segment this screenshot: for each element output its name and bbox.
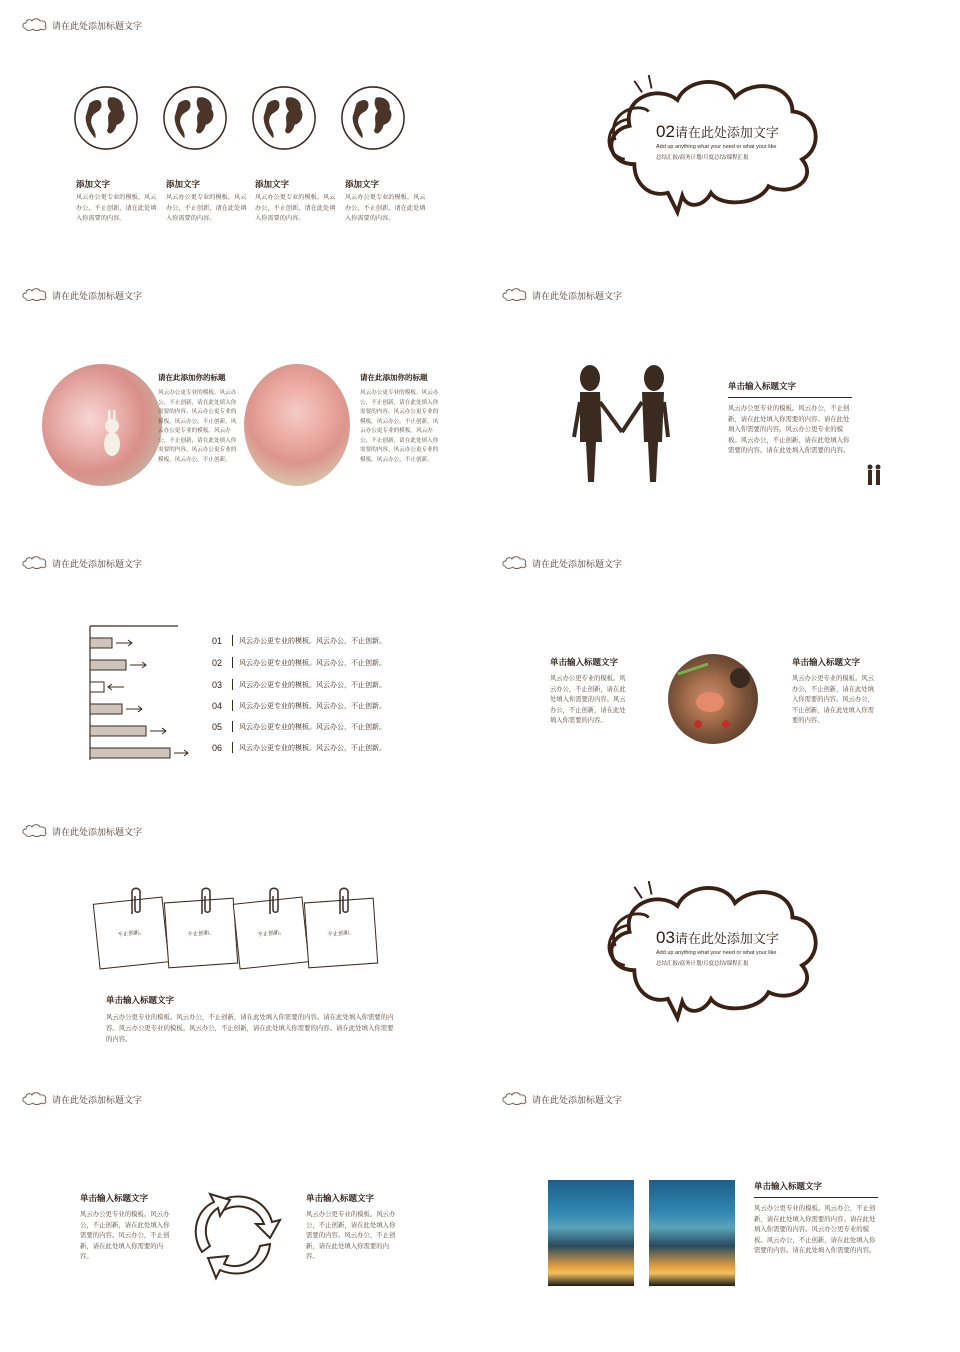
block-text: 风云办公更专业的模板。风云办公，不止创新，请在此处填入你需要的内容。风云办公，不止创新，请在此处填入你需要的内容。 bbox=[550, 675, 626, 724]
section-heading bbox=[656, 122, 779, 161]
slide-9 bbox=[0, 1074, 470, 1336]
section-number: 02 bbox=[656, 122, 675, 141]
header-label: 请在此处添加标题文字 bbox=[52, 558, 143, 569]
slide-1 bbox=[0, 0, 470, 262]
flower-caption bbox=[360, 372, 442, 465]
section-number: 03 bbox=[656, 928, 675, 947]
caption-title: 请在此添加你的标题 bbox=[158, 373, 226, 382]
caption-title: 请在此添加你的标题 bbox=[360, 373, 428, 382]
paperclip-icon bbox=[266, 886, 280, 916]
header-label: 请在此处添加标题文字 bbox=[532, 1094, 623, 1105]
text-block bbox=[754, 1180, 878, 1257]
globe-caption bbox=[345, 178, 427, 225]
globe-icon bbox=[161, 84, 229, 152]
section-subtitle-cn: 总结汇报/商务计划/月度总结/课程汇报 bbox=[656, 155, 749, 161]
caption-title: 添加文字 bbox=[255, 179, 290, 189]
slide-8 bbox=[480, 806, 950, 1068]
text-block bbox=[728, 380, 852, 457]
bunny-figure-icon bbox=[42, 364, 162, 486]
flower-photo bbox=[244, 364, 350, 486]
header-label: 请在此处添加标题文字 bbox=[532, 290, 623, 301]
caption-text: 风云办公更专业的模板。风云办公，不止创新，请在此处填入你需要的内容。 bbox=[166, 194, 247, 222]
list-text: 风云办公更专业的模板。风云办公，不止创新。 bbox=[239, 744, 386, 752]
flower-caption bbox=[158, 372, 240, 465]
slide-6 bbox=[480, 538, 950, 800]
sunset-photo bbox=[548, 1180, 634, 1286]
paperclip-icon bbox=[198, 886, 212, 916]
list-item bbox=[212, 700, 386, 711]
block-text: 风云办公更专业的模板。风云办公，不止创新，请在此处填入你需要的内容。风云办公，不止创新，请在此处填入你需要的内容。 bbox=[306, 1211, 396, 1260]
slide-header bbox=[502, 1092, 622, 1106]
block-title: 单击输入标题文字 bbox=[550, 657, 619, 667]
list-number: 03 bbox=[212, 679, 223, 690]
list-text: 风云办公更专业的模板。风云办公，不止创新。 bbox=[239, 681, 386, 689]
list-item bbox=[212, 657, 386, 668]
block-title: 单击输入标题文字 bbox=[80, 1193, 149, 1203]
list-item bbox=[212, 721, 386, 732]
caption-title: 添加文字 bbox=[76, 179, 111, 189]
cloud-icon bbox=[22, 556, 48, 570]
caption-text: 风云办公更专业的模板。风云办公，不止创新，请在此处填入你需要的内容。 bbox=[345, 194, 426, 222]
block-title: 单击输入标题文字 bbox=[728, 380, 852, 398]
people-holding-hands-icon bbox=[572, 362, 672, 492]
list-text: 风云办公更专业的模板。风云办公，不止创新。 bbox=[239, 702, 386, 710]
globe-caption bbox=[166, 178, 248, 225]
block-title: 单击输入标题文字 bbox=[306, 1193, 375, 1203]
header-label: 请在此处添加标题文字 bbox=[52, 826, 143, 837]
list-item bbox=[212, 679, 386, 690]
slide-header bbox=[22, 556, 142, 570]
cloud-icon bbox=[502, 1092, 528, 1106]
block-text: 风云办公更专业的模板。风云办公，不止创新，请在此处填入你需要的内容。请在此处填入你需要的内容。风云办公更专业的模板。风云办公，不止创新，请在此处填入你需要的内容。请在此处填入你需要的内容。 bbox=[106, 1014, 394, 1043]
sketch-bar-graphic bbox=[86, 624, 196, 764]
caption-text: 风云办公更专业的模板。风云办公，不止创新，请在此处填入你需要的内容。风云办公更专业的模板。风云办公，不止创新，风云办公更专业的模板。风云办公，不止创新，请在此处填入你需要的内容。风云办公更专业的模板。风云办公，不止创新。 bbox=[360, 390, 439, 463]
slide-header bbox=[502, 556, 622, 570]
text-block-left bbox=[80, 1192, 170, 1263]
list-number: 06 bbox=[212, 742, 223, 753]
header-label: 请在此处添加标题文字 bbox=[52, 1094, 143, 1105]
caption-text: 风云办公更专业的模板。风云办公，不止创新，请在此处填入你需要的内容。风云办公更专业的模板。风云办公，不止创新，风云办公更专业的模板。风云办公，不止创新，请在此处填入你需要的内容。风云办公更专业的模板。风云办公，不止创新。 bbox=[158, 390, 237, 463]
list-number: 01 bbox=[212, 635, 223, 646]
slide-4 bbox=[480, 270, 950, 532]
section-subtitle-en: Add up anything what your need or what your like bbox=[656, 950, 777, 956]
food-photo bbox=[668, 654, 758, 744]
section-title: 请在此处添加文字 bbox=[674, 931, 779, 946]
slide-5 bbox=[0, 538, 470, 800]
block-text: 风云办公更专业的模板。风云办公，不止创新，请在此处填入你需要的内容。风云办公，不止创新，请在此处填入你需要的内容。 bbox=[792, 675, 874, 724]
slide-10 bbox=[480, 1074, 950, 1336]
cloud-icon bbox=[22, 18, 48, 32]
section-subtitle-en: Add up anything what your need or what your like bbox=[656, 144, 777, 150]
tiny-people-icon bbox=[866, 464, 882, 486]
globe-icon bbox=[250, 84, 318, 152]
slide-2 bbox=[480, 0, 950, 262]
section-heading bbox=[656, 928, 779, 967]
header-label: 请在此处添加标题文字 bbox=[532, 558, 623, 569]
cloud-icon bbox=[22, 824, 48, 838]
globe-caption bbox=[76, 178, 158, 225]
list-text: 风云办公更专业的模板。风云办公，不止创新。 bbox=[239, 637, 386, 645]
caption-title: 添加文字 bbox=[166, 179, 201, 189]
slide-header bbox=[22, 18, 142, 32]
caption-text: 风云办公更专业的模板。风云办公，不止创新，请在此处填入你需要的内容。 bbox=[76, 194, 157, 222]
cloud-icon bbox=[22, 288, 48, 302]
text-block-right bbox=[306, 1192, 396, 1263]
list-text: 风云办公更专业的模板。风云办公，不止创新。 bbox=[239, 723, 386, 731]
slide-7 bbox=[0, 806, 470, 1068]
paperclip-icon bbox=[336, 886, 350, 916]
sunset-photo bbox=[649, 1180, 735, 1286]
block-text: 风云办公更专业的模板。风云办公，不止创新，请在此处填入你需要的内容。请在此处填入你需要的内容。风云办公更专业的模板。风云办公，不止创新，请在此处填入你需要的内容。请在此处填入你需要的内容。 bbox=[728, 405, 850, 454]
header-label: 请在此处添加标题文字 bbox=[52, 20, 143, 31]
globe-caption bbox=[255, 178, 337, 225]
section-title: 请在此处添加文字 bbox=[674, 125, 779, 140]
block-title: 单击输入标题文字 bbox=[106, 995, 175, 1005]
list-number: 05 bbox=[212, 721, 223, 732]
slide-header bbox=[22, 1092, 142, 1106]
note-text: 不止创新。 bbox=[327, 930, 355, 938]
text-block-left bbox=[550, 656, 628, 727]
note-text: 不止创新。 bbox=[117, 929, 146, 939]
list-text: 风云办公更专业的模板。风云办公，不止创新。 bbox=[239, 659, 386, 667]
section-subtitle-cn: 总结汇报/商务计划/月度总结/课程汇报 bbox=[656, 961, 749, 967]
text-block bbox=[106, 994, 396, 1045]
cycle-arrows-icon bbox=[188, 1186, 284, 1282]
slide-3 bbox=[0, 270, 470, 532]
slide-header bbox=[22, 824, 142, 838]
list-item bbox=[212, 635, 386, 646]
block-text: 风云办公更专业的模板。风云办公，不止创新，请在此处填入你需要的内容。风云办公，不止创新，请在此处填入你需要的内容。 bbox=[80, 1211, 170, 1260]
food-plate-icon bbox=[668, 654, 758, 744]
list-number: 02 bbox=[212, 657, 223, 668]
globe-icon bbox=[339, 84, 407, 152]
text-block-right bbox=[792, 656, 874, 727]
cloud-icon bbox=[22, 1092, 48, 1106]
cloud-icon bbox=[502, 288, 528, 302]
paperclip-icon bbox=[128, 886, 142, 916]
block-title: 单击输入标题文字 bbox=[792, 657, 861, 667]
header-label: 请在此处添加标题文字 bbox=[52, 290, 143, 301]
cloud-icon bbox=[502, 556, 528, 570]
list-item bbox=[212, 742, 386, 753]
block-text: 风云办公更专业的模板。风云办公，不止创新，请在此处填入你需要的内容。请在此处填入你需要的内容。风云办公更专业的模板。风云办公，不止创新，请在此处填入你需要的内容。请在此处填入你需要的内容。 bbox=[754, 1205, 876, 1254]
globe-icon bbox=[72, 84, 140, 152]
list-number: 04 bbox=[212, 700, 223, 711]
note-text: 不止创新。 bbox=[257, 929, 286, 939]
note-text: 不止创新。 bbox=[187, 930, 215, 938]
caption-title: 添加文字 bbox=[345, 179, 380, 189]
slide-header bbox=[22, 288, 142, 302]
slide-header bbox=[502, 288, 622, 302]
flower-photo bbox=[42, 364, 162, 486]
block-title: 单击输入标题文字 bbox=[754, 1180, 878, 1198]
caption-text: 风云办公更专业的模板。风云办公，不止创新，请在此处填入你需要的内容。 bbox=[255, 194, 336, 222]
